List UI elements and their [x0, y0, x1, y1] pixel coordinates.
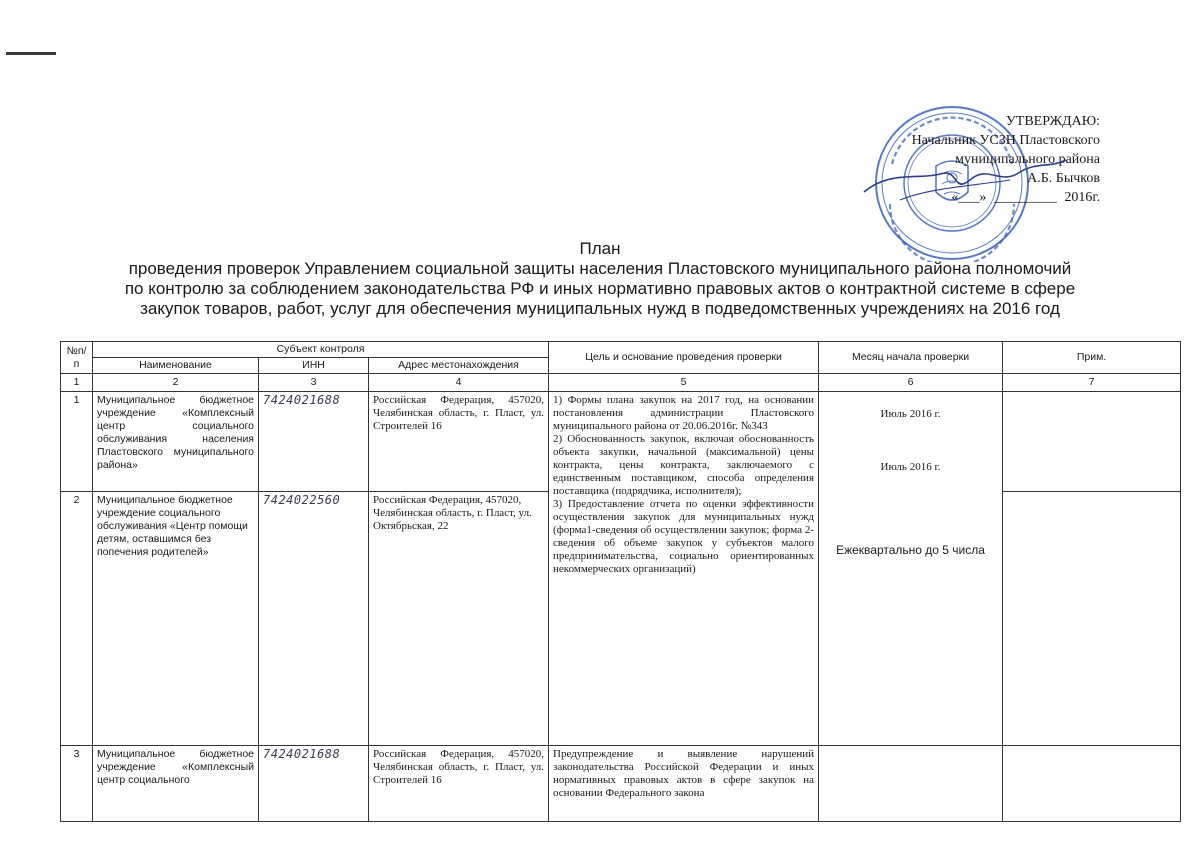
scan-artifact-line — [6, 52, 56, 55]
table-row — [61, 746, 1181, 822]
row-goal — [549, 392, 819, 746]
row-address: Российская Федерация, 457020, Челябинская область, г. Пласт, ул. Строителей 16 — [369, 746, 549, 822]
row-number: 3 — [61, 746, 93, 822]
col-number: 6 — [819, 374, 1003, 392]
row-address: Российская Федерация, 457020, Челябинская область, г. Пласт, ул. Строителей 16 — [369, 392, 549, 492]
col-number: 1 — [61, 374, 93, 392]
approval-date: «___» _________ 2016г. — [951, 190, 1100, 205]
row-inn: 7424021688 — [259, 392, 369, 492]
handwritten-signature — [860, 150, 1070, 210]
title-line-3: закупок товаров, работ, услуг для обеспечения муниципальных нужд в подведомственных учреждениях на 2016 год — [140, 299, 1060, 318]
header-month: Месяц начала проверки — [819, 342, 1003, 374]
row-inn: 7424022560 — [259, 492, 369, 746]
goal-item: 1) Формы плана закупок на 2017 год, на основании постановления администрации Пластовского муниципального района от 20.06.2016г. №343 — [553, 394, 815, 432]
row-note — [1003, 746, 1181, 822]
row-number: 1 — [61, 392, 93, 492]
column-number-row — [61, 374, 1181, 392]
month-value: Ежеквартально до 5 числа — [836, 543, 985, 557]
title-line-2: по контролю за соблюдением законодательства РФ и иных нормативно правовых актов о контрактной системе в сфере — [124, 279, 1076, 298]
approval-signatory: А.Б. Бычков — [1027, 171, 1100, 186]
row-inn: 7424021688 — [259, 746, 369, 822]
col-number: 7 — [1003, 374, 1181, 392]
row-name: Муниципальное бюджетное учреждение «Комплексный центр социального обслуживания населения Пластовского муниципального района» — [93, 392, 259, 492]
header-inn: ИНН — [259, 358, 369, 374]
col-number: 5 — [549, 374, 819, 392]
row-month — [819, 392, 1003, 746]
goal-item: 3) Предоставление отчета по оценки эффективности осуществления закупок для муниципальных нужд (форма1-сведения об осуществлении закупок; форма 2- сведения об объеме закупок у субъектов малого предпринимательства, социально ориентированных некоммерческих организаций) — [553, 498, 815, 575]
month-value: Июль 2016 г. — [880, 408, 941, 420]
row-goal: Предупреждение и выявление нарушений законодательства Российской Федерации и иных нормативных правовых актов в сфере закупок на основании Федерального закона — [549, 746, 819, 822]
inspection-plan-table-wrapper — [60, 341, 1180, 822]
inspection-plan-table — [60, 341, 1181, 822]
row-address: Российская Федерация, 457020, Челябинская область, г. Пласт, ул. Октябрьская, 22 — [369, 492, 549, 746]
approval-heading: УТВЕРЖДАЮ: — [1005, 114, 1100, 129]
row-note — [1003, 392, 1181, 492]
document-title — [30, 239, 1170, 319]
header-subject: Субъект контроля — [93, 342, 549, 358]
col-number: 3 — [259, 374, 369, 392]
approval-district: муниципального района — [955, 152, 1100, 167]
row-name: Муниципальное бюджетное учреждение социального обслуживания «Центр помощи детям, оставшимся без попечения родителей» — [93, 492, 259, 746]
header-num: №п/п — [61, 342, 93, 374]
row-number: 2 — [61, 492, 93, 746]
title-heading: План — [579, 239, 621, 258]
header-note: Прим. — [1003, 342, 1181, 374]
header-row-1 — [61, 342, 1181, 358]
row-name: Муниципальное бюджетное учреждение «Комплексный центр социального — [93, 746, 259, 822]
month-value: Июль 2016 г. — [880, 461, 941, 473]
header-goal: Цель и основание проведения проверки — [549, 342, 819, 374]
goal-item: 2) Обоснованность закупок, включая обоснованность объекта закупки, начальной (максимальной) цены контракта, цены контракта, заключаемого с единственным поставщиком, способа определения поставщика (подрядчика, исполнителя); — [553, 433, 815, 497]
row-month — [819, 746, 1003, 822]
row-note — [1003, 492, 1181, 746]
approval-position: Начальник УСЗН Пластовского — [911, 133, 1100, 148]
header-address: Адрес местонахождения — [369, 358, 549, 374]
col-number: 2 — [93, 374, 259, 392]
table-row — [61, 392, 1181, 492]
title-line-1: проведения проверок Управлением социальной защиты населения Пластовского муниципального района полномочий — [128, 259, 1072, 278]
col-number: 4 — [369, 374, 549, 392]
header-name: Наименование — [93, 358, 259, 374]
